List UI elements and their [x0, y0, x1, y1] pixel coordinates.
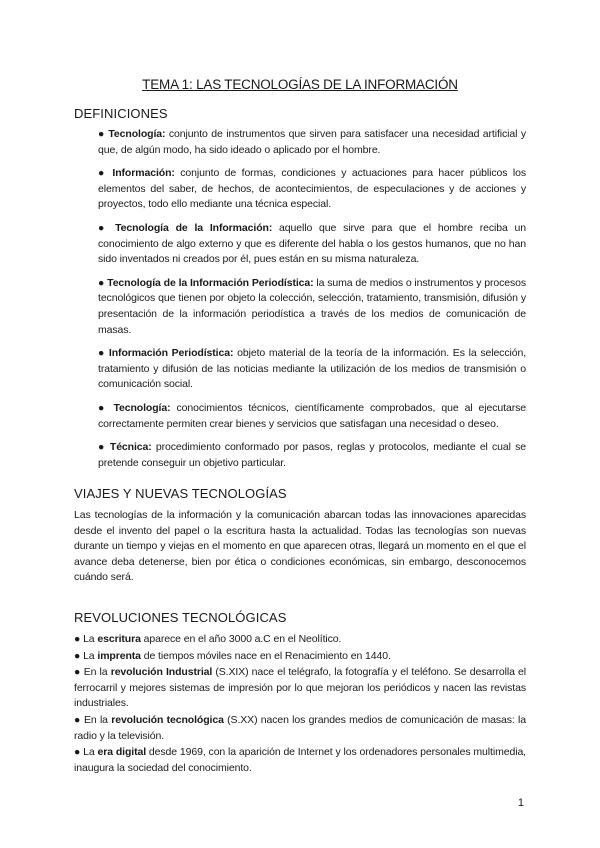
revolution-pre: La: [80, 633, 98, 645]
definition-term: Tecnología de la Información Periodística:: [107, 276, 314, 289]
bullet: ●: [74, 666, 81, 679]
bullet: ●: [74, 746, 81, 759]
revolution-item: [74, 713, 526, 744]
revolution-item: [74, 745, 526, 776]
section-heading-viajes: VIAJES Y NUEVAS TECNOLOGÍAS: [74, 486, 287, 501]
definition-text: conjunto de instrumentos que sirven para satisfacer una necesidad artificial y que, de algún modo, ha sido ideado o aplicado por el hombre.: [98, 128, 526, 156]
definition-term: Tecnología de la Información:: [115, 221, 273, 234]
revolution-pre: La: [80, 649, 98, 662]
definition-term: Tecnología:: [113, 401, 171, 414]
definition-item: ● Técnica: procedimiento conformado por pasos, reglas y protocolos, mediante el cual se pretende conseguir un objetivo particular.: [98, 441, 526, 469]
revolution-pre: En la: [80, 666, 111, 679]
revolution-item: [74, 632, 526, 648]
definition-text: aquello que sirve para que el hombre reciba un conocimiento de algo externo y que es diferente del habla o los gestos humanos, que no han sido inventados ni creados por él, pues están en su misma naturaleza.: [98, 221, 527, 266]
section-heading-definiciones: DEFINICIONES: [74, 106, 168, 121]
section-heading-revoluciones: REVOLUCIONES TECNOLÓGICAS: [74, 610, 287, 625]
page-number: 1: [517, 797, 524, 809]
revolution-term: revolución tecnológica: [111, 713, 224, 726]
definition-term: Tecnología:: [108, 128, 166, 140]
bullet: ●: [74, 713, 81, 726]
revolution-pre: En la: [80, 713, 112, 726]
revolution-term: escritura: [97, 633, 141, 645]
definition-item: ● Información Periodística: objeto material de la teoría de la información. Es la selección, tratamiento y difusión de las noticias mediante la utilización de los medios de transmisión o comunicación social.: [98, 347, 527, 391]
revolution-term: revolución Industrial: [110, 666, 213, 679]
revolutions-list: [74, 632, 526, 777]
definition-item: ● Tecnología: conocimientos técnicos, científicamente comprobados, que al ejecutarse correctamente permiten crear bienes y servicios que satisfagan una necesidad o deseo.: [98, 401, 527, 430]
definition-term: Información Periodística:: [108, 347, 234, 360]
page-title: TEMA 1: LAS TECNOLOGÍAS DE LA INFORMACIÓN: [142, 77, 458, 92]
definitions-list: [98, 127, 526, 479]
bullet: ●: [74, 633, 81, 645]
revolution-post: (S.XIX) nace el telégrafo, la fotografía y el teléfono. Se desarrolla el ferrocarril y mejores sistemas de impresión por lo que mejoran los periódicos y nacen las revistas industriales.: [74, 666, 526, 710]
definition-text: conjunto de formas, condiciones y actuaciones para hacer públicos los elementos del saber, de hechos, de acontecimientos, de especulaciones y de acciones y proyectos, todo ello mediante una técnica especial.: [98, 167, 527, 211]
viajes-paragraph: Las tecnologías de la información y la comunicación abarcan todas las innovaciones aparecidas desde el invento del papel o la escritura hasta la actualidad. Todas las tecnologías son nuevas durante un tiempo y viejas en el momento en que aparecen otras, llegará un momento en el que el avance deba detenerse, bien por ética o condiciones económicas, sin embargo, desconocemos cuándo será.: [74, 509, 526, 584]
revolution-pre: La: [80, 746, 98, 759]
definition-text: la suma de medios o instrumentos y procesos tecnológicos que tienen por objeto la colección, selección, tratamiento, transmisión, difusión y presentación de la información periodística a través de los medios de comunicación de masas.: [98, 276, 527, 336]
definition-term: Técnica:: [109, 441, 152, 454]
definition-text: objeto material de la teoría de la información. Es la selección, tratamiento y difusión de las noticias mediante la utilización de los medios de transmisión o comunicación social.: [98, 347, 527, 391]
definition-text: conocimientos técnicos, científicamente comprobados, que al ejecutarse correctamente permiten crear bienes y servicios que satisfagan una necesidad o deseo.: [98, 401, 527, 430]
definition-item: ● Tecnología de la Información: aquello que sirve para que el hombre reciba un conocimiento de algo externo y que es diferente del habla o los gestos humanos, que no han sido inventados ni creados por él, pues están en su misma naturaleza.: [98, 221, 527, 266]
revolution-item: [74, 665, 526, 712]
revolution-item: [74, 649, 526, 665]
revolution-term: era digital: [97, 746, 147, 759]
revolution-term: imprenta: [97, 649, 141, 662]
definition-text: procedimiento conformado por pasos, reglas y protocolos, mediante el cual se pretende conseguir un objetivo particular.: [98, 441, 526, 469]
definition-item: ● Tecnología: conjunto de instrumentos que sirven para satisfacer una necesidad artificial y que, de algún modo, ha sido ideado o aplicado por el hombre.: [98, 128, 526, 156]
revolution-post: aparece en el año 3000 a.C en el Neolítico.: [140, 633, 342, 645]
definition-term: Información:: [112, 167, 175, 180]
revolution-post: (S.XX) nacen los grandes medios de comunicación de masas: la radio y la televisión.: [74, 713, 526, 742]
revolution-post: desde 1969, con la aparición de Internet y los ordenadores personales multimedia, inaugura la sociedad del conocimiento.: [74, 746, 526, 774]
bullet: ●: [74, 649, 81, 662]
definition-item: ● Tecnología de la Información Periodística: la suma de medios o instrumentos y procesos tecnológicos que tienen por objeto la colección, selección, tratamiento, transmisión, difusión y presentación de la información periodística a través de los medios de comunicación de masas.: [98, 276, 527, 336]
definition-item: ● Información: conjunto de formas, condiciones y actuaciones para hacer públicos los elementos del saber, de hechos, de acontecimientos, de especulaciones y de acciones y proyectos, todo ello mediante una técnica especial.: [98, 167, 527, 211]
revolution-post: de tiempos móviles nace en el Renacimiento en 1440.: [140, 649, 391, 662]
